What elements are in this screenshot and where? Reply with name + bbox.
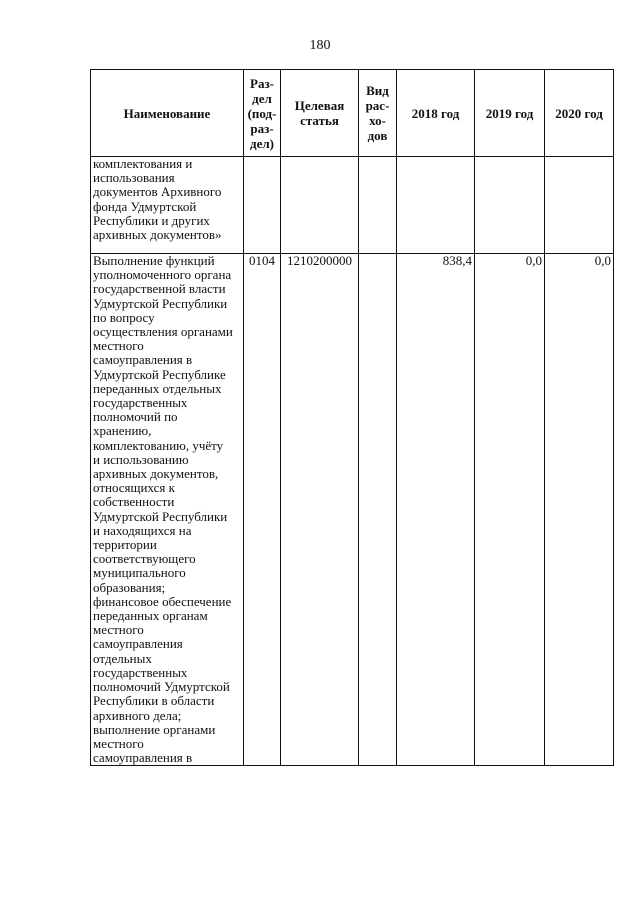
row-section-cell bbox=[244, 157, 281, 254]
header-section: Раз- дел (под- раз- дел) bbox=[244, 70, 281, 157]
header-2018: 2018 год bbox=[397, 70, 475, 157]
row-section-cell: 0104 bbox=[244, 254, 281, 766]
table-row bbox=[91, 254, 614, 766]
page-number: 180 bbox=[309, 38, 331, 53]
row-target-cell bbox=[281, 157, 359, 254]
row-2018-cell: 838,4 bbox=[397, 254, 475, 766]
row-name-cell: Выполнение функций уполномоченного органа государственной власти Удмуртской Республики по вопросу осуществления органами местного самоуправления в Удмуртской Республике переданных отдельных государственных полномочий по хранению, комплектованию, учёту и использованию архивных документов, относящихся к собственности Удмуртской Республики и находящихся на территории соответствующего муниципального образования; финансовое обеспечение переданных органам местного самоуправления отдельных государственных полномочий Удмуртской Республики в области архивного дела; выполнение органами местного самоуправления в bbox=[91, 254, 244, 766]
header-name: Наименование bbox=[91, 70, 244, 157]
table-row bbox=[91, 157, 614, 254]
row-2020-cell bbox=[545, 157, 614, 254]
row-expense-type-cell bbox=[359, 157, 397, 254]
row-2019-cell bbox=[475, 157, 545, 254]
header-expense-type: Вид рас- хо- дов bbox=[359, 70, 397, 157]
budget-table bbox=[90, 69, 614, 766]
header-2020: 2020 год bbox=[545, 70, 614, 157]
header-2019: 2019 год bbox=[475, 70, 545, 157]
row-2018-cell bbox=[397, 157, 475, 254]
row-2019-cell: 0,0 bbox=[475, 254, 545, 766]
row-2020-cell: 0,0 bbox=[545, 254, 614, 766]
row-name-cell: комплектования и использования документов Архивного фонда Удмуртской Республики и других архивных документов» bbox=[91, 157, 244, 254]
header-row bbox=[91, 70, 614, 157]
header-target-article: Целевая статья bbox=[281, 70, 359, 157]
row-target-cell: 1210200000 bbox=[281, 254, 359, 766]
row-expense-type-cell bbox=[359, 254, 397, 766]
